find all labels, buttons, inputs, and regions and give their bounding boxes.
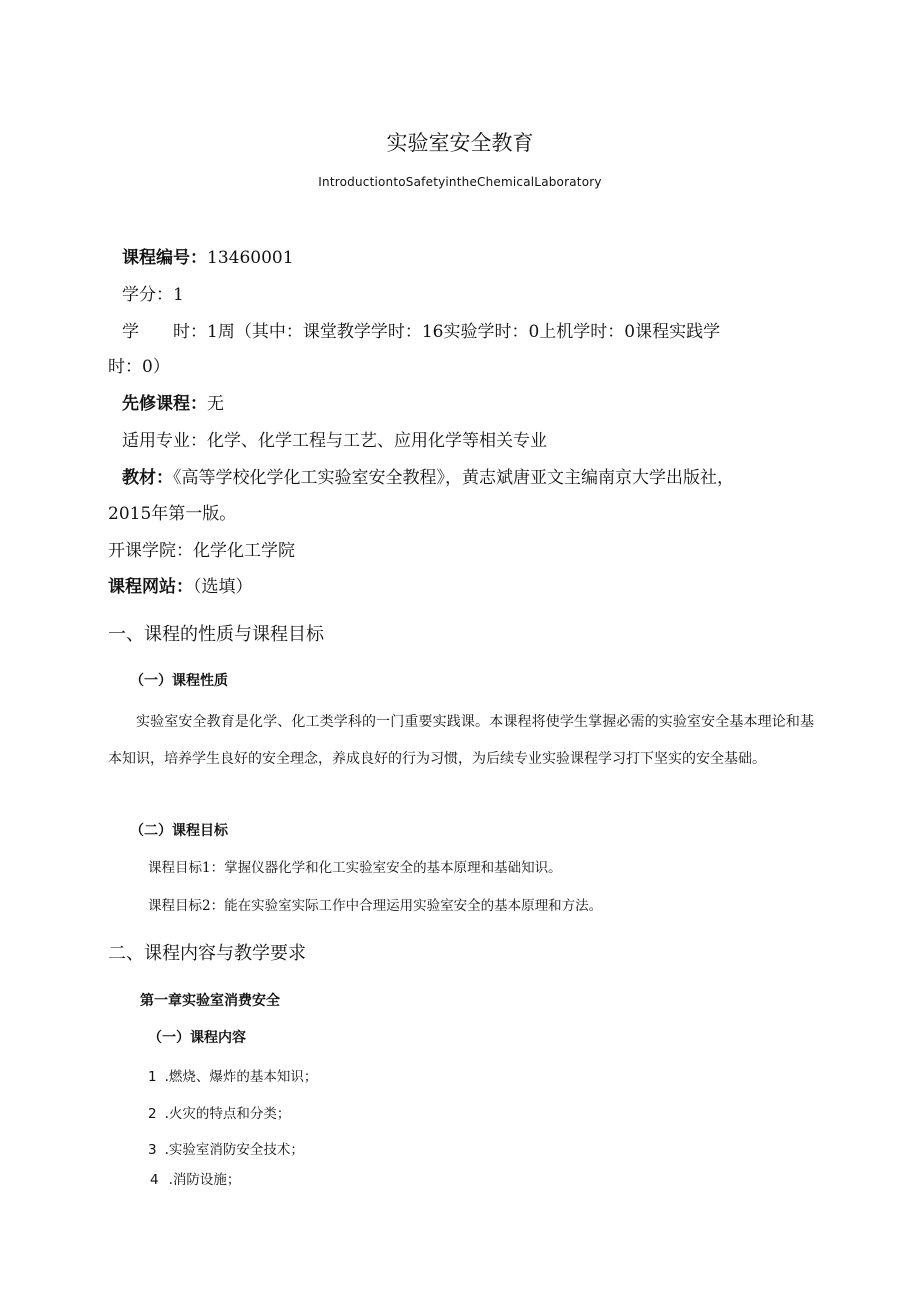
course-code-value: 13460001 [207,248,294,268]
hours-line-1: 学 时：1周（其中：课堂教学学时：16实验学时：0上机学时：0课程实践学 [122,322,721,342]
content-heading: （一）课程内容 [148,1030,246,1046]
list-item-text: .实验室消防安全技术； [164,1142,304,1158]
list-item-number: 4 [150,1172,159,1188]
course-code-label: 课程编号： [122,248,207,268]
list-item [148,1138,304,1158]
textbook-line-2: 2015年第一版。 [108,504,237,524]
offering-college: 开课学院：化学化工学院 [108,541,295,561]
chapter-1-heading: 第一章实验室消费安全 [140,993,280,1009]
list-item-text: .燃烧、爆炸的基本知识； [164,1069,318,1085]
nature-heading: （一）课程性质 [130,673,228,689]
credits: 学分：1 [122,285,184,305]
list-item [150,1168,240,1188]
list-item-text: .火灾的特点和分类； [164,1106,291,1122]
textbook-label: 教材： [122,468,173,488]
textbook-value: 《高等学校化学化工实验室安全教程》，黄志斌唐亚文主编南京大学出版社， [173,468,734,488]
list-item-number: 3 [148,1142,157,1158]
prerequisite-value: 无 [207,394,224,414]
section-2-heading: 二、课程内容与教学要求 [108,943,306,964]
hours-line-2: 时：0） [108,357,170,377]
section-1-heading: 一、课程的性质与课程目标 [108,624,324,645]
prerequisite [122,389,224,414]
course-goal-1: 课程目标1：掌握仪器化学和化工实验室安全的基本原理和基础知识。 [148,860,562,876]
list-item-number: 2 [148,1106,157,1122]
document-title: 实验室安全教育 [386,131,534,155]
document-subtitle: IntroductiontoSafetyintheChemicalLaboratory [318,175,602,189]
course-website-value: （选填） [193,577,253,597]
applicable-majors: 适用专业：化学、化学工程与工艺、应用化学等相关专业 [122,431,547,451]
textbook-line-1 [122,463,734,488]
list-item-text: .消防设施； [168,1172,241,1188]
prerequisite-label: 先修课程： [122,394,207,414]
course-website [108,572,253,597]
goals-heading: （二）课程目标 [130,823,228,839]
course-goal-2: 课程目标2：能在实验室实际工作中合理运用实验室安全的基本原理和方法。 [148,898,603,914]
course-code [122,243,294,268]
list-item [148,1065,317,1085]
list-item-number: 1 [148,1069,157,1085]
course-website-label: 课程网站： [108,577,193,597]
list-item [148,1102,290,1122]
nature-paragraph: 实验室安全教育是化学、化工类学科的一门重要实践课。本课程将使学生掌握必需的实验室安全基本理论和基本知识，培养学生良好的安全理念，养成良好的行为习惯，为后续专业实验课程学习打下坚实的安全基础。 [108,714,814,767]
